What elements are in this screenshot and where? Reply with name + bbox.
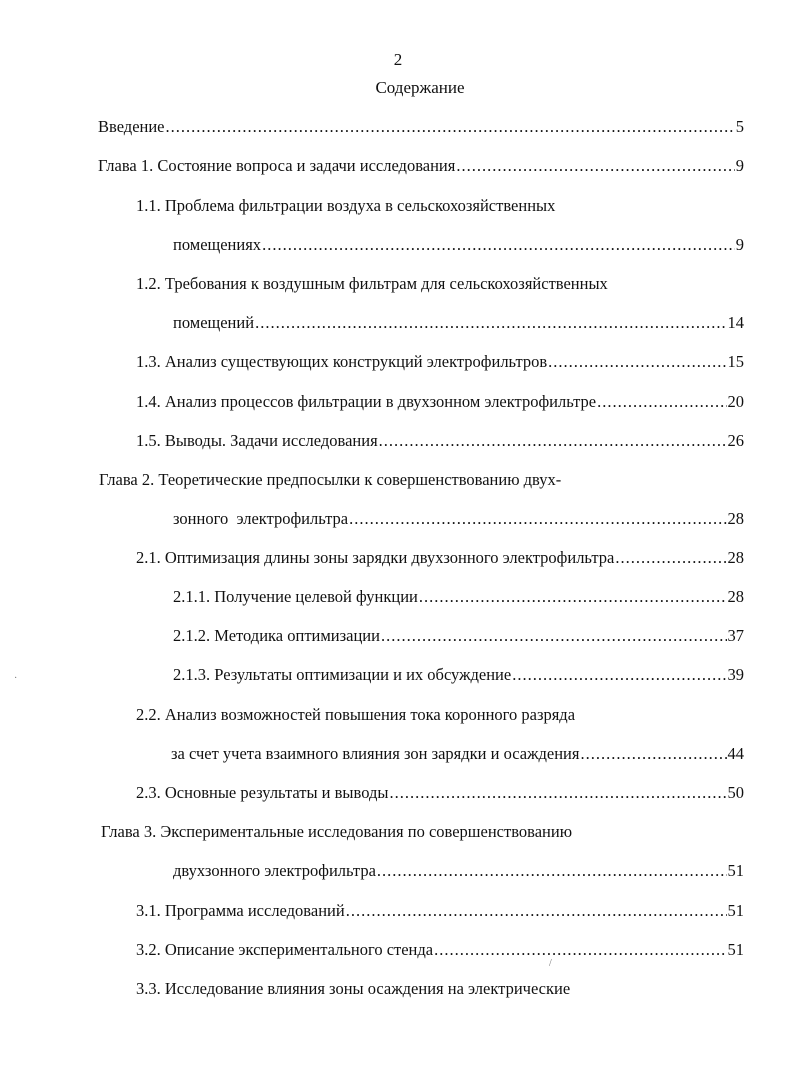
toc-entry-label: помещений (173, 313, 255, 332)
toc-leader-dots (377, 861, 727, 881)
scan-speck: / (549, 958, 552, 969)
toc-leader-dots (456, 156, 734, 176)
toc-entry-3-1[interactable] (136, 901, 744, 921)
toc-entry-page: 39 (727, 665, 744, 684)
toc-leader-dots (379, 431, 727, 451)
toc-entry-page: 28 (727, 548, 744, 567)
toc-entry-page: 51 (727, 940, 744, 959)
toc-entry-page: 44 (727, 744, 744, 763)
toc-entry-label: Глава 1. Состояние вопроса и задачи исследования (98, 156, 456, 175)
toc-entry-page: 50 (727, 783, 744, 802)
toc-entry-page: 9 (735, 235, 744, 254)
toc-entry-1-1[interactable] (173, 235, 744, 255)
toc-entry-2-1-3[interactable] (173, 665, 744, 685)
toc-entry-label: 2.1. Оптимизация длины зоны зарядки двухзонного электрофильтра (136, 548, 615, 567)
toc-entry-1-4[interactable] (136, 392, 744, 412)
toc-leader-dots (349, 509, 726, 529)
toc-entry-page: 51 (727, 901, 744, 920)
toc-entry-label: за счет учета взаимного влияния зон зарядки и осаждения (171, 744, 580, 763)
toc-entry-1-2-line1[interactable]: 1.2. Требования к воздушным фильтрам для сельскохозяйственных (136, 274, 608, 293)
toc-leader-dots (381, 626, 727, 646)
toc-entry-page: 28 (727, 509, 744, 528)
page-number: 2 (393, 50, 403, 69)
toc-entry-chapter-2-line1[interactable]: Глава 2. Теоретические предпосылки к совершенствованию двух- (99, 470, 562, 489)
toc-entry-label: 3.1. Программа исследований (136, 901, 345, 920)
scan-speck: · (14, 673, 18, 684)
toc-entry-label: 2.3. Основные результаты и выводы (136, 783, 389, 802)
toc-entry-label: зонного электрофильтра (173, 509, 349, 528)
toc-entry-2-1-1[interactable] (173, 587, 744, 607)
toc-leader-dots (166, 117, 735, 137)
toc-entry-page: 26 (727, 431, 744, 450)
toc-entry-label: 2.1.2. Методика оптимизации (173, 626, 380, 645)
toc-entry-label: 3.2. Описание экспериментального стенда (136, 940, 434, 959)
toc-entry-2-2[interactable] (171, 744, 744, 764)
toc-leader-dots (262, 235, 735, 255)
toc-entry-2-1[interactable] (136, 548, 744, 568)
toc-entry-chapter-1[interactable] (98, 156, 744, 176)
toc-entry-page: 5 (735, 117, 744, 136)
toc-leader-dots (615, 548, 726, 568)
toc-entry-page: 37 (727, 626, 744, 645)
toc-entry-page: 28 (727, 587, 744, 606)
toc-entry-label: помещениях (173, 235, 262, 254)
page-title: Содержание (375, 78, 465, 97)
toc-entry-3-3-line1[interactable]: 3.3. Исследование влияния зоны осаждения на электрические (136, 979, 571, 998)
toc-leader-dots (419, 587, 727, 607)
toc-entry-1-3[interactable] (136, 352, 744, 372)
toc-entry-label: Введение (98, 117, 165, 136)
toc-entry-2-1-2[interactable] (173, 626, 744, 646)
toc-leader-dots (434, 940, 726, 960)
toc-entry-label: 1.4. Анализ процессов фильтрации в двухзонном электрофильтре (136, 392, 597, 411)
toc-entry-chapter-3[interactable] (173, 861, 744, 881)
toc-leader-dots (512, 665, 726, 685)
toc-entry-2-3[interactable] (136, 783, 744, 803)
toc-leader-dots (597, 392, 726, 412)
toc-entry-page: 15 (727, 352, 744, 371)
toc-entry-introduction[interactable] (98, 117, 744, 137)
toc-entry-page: 9 (735, 156, 744, 175)
toc-entry-chapter-3-line1[interactable]: Глава 3. Экспериментальные исследования по совершенствованию (101, 822, 573, 841)
toc-entry-1-2[interactable] (173, 313, 744, 333)
toc-entry-2-2-line1[interactable]: 2.2. Анализ возможностей повышения тока коронного разряда (136, 705, 576, 724)
toc-leader-dots (346, 901, 727, 921)
toc-leader-dots (580, 744, 726, 764)
toc-entry-1-1-line1[interactable]: 1.1. Проблема фильтрации воздуха в сельскохозяйственных (136, 196, 556, 215)
toc-entry-3-2[interactable] (136, 940, 744, 960)
toc-entry-label: двухзонного электрофильтра (173, 861, 376, 880)
toc-leader-dots (255, 313, 726, 333)
toc-entry-label: 1.3. Анализ существующих конструкций электрофильтров (136, 352, 548, 371)
toc-entry-page: 14 (727, 313, 744, 332)
toc-entry-page: 20 (727, 392, 744, 411)
toc-entry-label: 2.1.3. Результаты оптимизации и их обсуждение (173, 665, 512, 684)
toc-entry-label: 1.5. Выводы. Задачи исследования (136, 431, 378, 450)
toc-entry-label: 2.1.1. Получение целевой функции (173, 587, 418, 606)
toc-entry-chapter-2[interactable] (173, 509, 744, 529)
toc-entry-1-5[interactable] (136, 431, 744, 451)
toc-leader-dots (389, 783, 726, 803)
toc-leader-dots (548, 352, 726, 372)
toc-entry-page: 51 (727, 861, 744, 880)
